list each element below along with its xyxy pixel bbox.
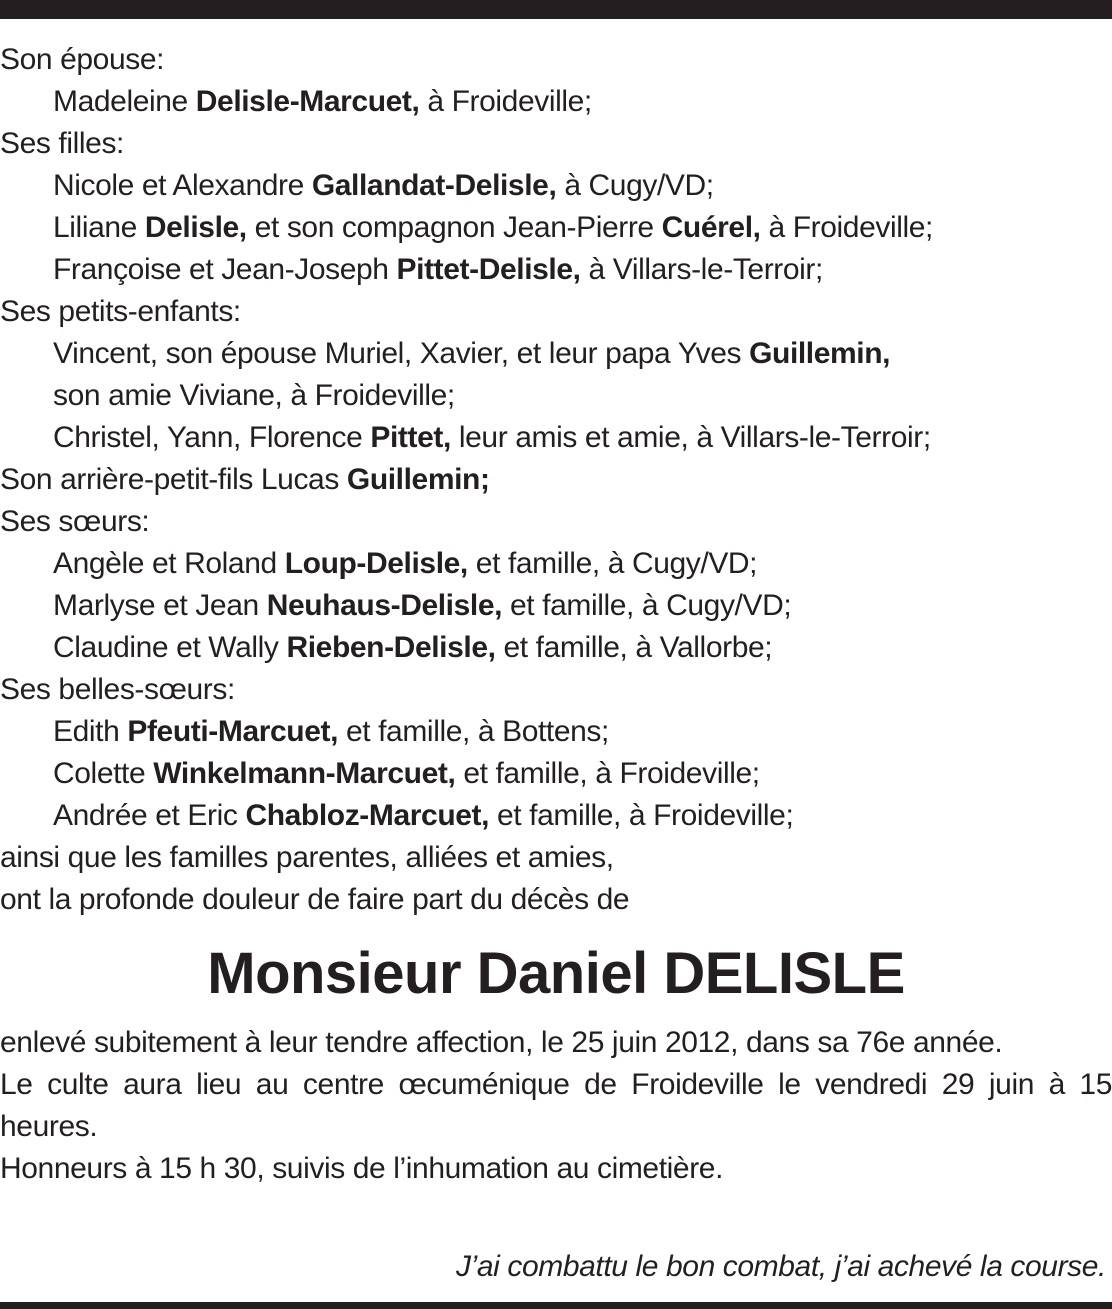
line-text: Edith bbox=[53, 715, 128, 748]
line-text: Nicole et Alexandre bbox=[53, 169, 312, 202]
family-member-line bbox=[0, 795, 1112, 837]
family-surname: Guillemin, bbox=[749, 337, 891, 370]
line-text: Marlyse et Jean bbox=[53, 589, 267, 622]
line-text: à Villars-le-Terroir; bbox=[580, 253, 823, 286]
line-text: Son épouse: bbox=[0, 43, 165, 76]
relation-heading-line bbox=[0, 291, 1112, 333]
family-surname: Guillemin; bbox=[346, 463, 490, 496]
line-text: Claudine et Wally bbox=[53, 631, 287, 664]
death-notice-text: enlevé subitement à leur tendre affection, le 25 juin 2012, dans sa 76e année. bbox=[0, 1026, 1003, 1059]
line-text: Ses belles-sœurs: bbox=[0, 673, 235, 706]
family-surname: Cuérel, bbox=[661, 211, 761, 244]
family-surname: Winkelmann-Marcuet, bbox=[153, 757, 456, 790]
line-text: et famille, à Cugy/VD; bbox=[502, 589, 792, 622]
family-surname: Gallandat-Delisle, bbox=[311, 169, 557, 202]
family-surname: Neuhaus-Delisle, bbox=[266, 589, 503, 622]
line-text: Vincent, son épouse Muriel, Xavier, et leur papa Yves bbox=[53, 337, 750, 370]
family-surname: Pittet-Delisle, bbox=[396, 253, 581, 286]
line-text: ainsi que les familles parentes, alliées et amies, bbox=[0, 841, 614, 874]
family-surname: Rieben-Delisle, bbox=[286, 631, 496, 664]
line-text: son amie Viviane, à Froideville; bbox=[53, 379, 455, 412]
line-text: Françoise et Jean-Joseph bbox=[53, 253, 397, 286]
family-member-line bbox=[0, 375, 1112, 417]
relation-heading-line bbox=[0, 669, 1112, 711]
family-member-line bbox=[0, 543, 1112, 585]
relation-heading-line bbox=[0, 459, 1112, 501]
family-surname: Delisle-Marcuet, bbox=[195, 85, 420, 118]
line-text: à Froideville; bbox=[760, 211, 933, 244]
family-surname: Delisle, bbox=[144, 211, 247, 244]
service-notice-text: Le culte aura lieu au centre œcuménique de Froideville le vendredi 29 juin à 15 heures. bbox=[0, 1068, 1112, 1143]
line-text: leur amis et amie, à Villars-le-Terroir; bbox=[450, 421, 931, 454]
line-text: Andrée et Eric bbox=[53, 799, 246, 832]
line-text: et famille, à Cugy/VD; bbox=[467, 547, 758, 580]
relation-heading-line bbox=[0, 501, 1112, 543]
line-text: ont la profonde douleur de faire part du décès de bbox=[0, 883, 630, 916]
family-member-line bbox=[0, 417, 1112, 459]
family-member-line bbox=[0, 585, 1112, 627]
line-text: Colette bbox=[53, 757, 154, 790]
family-surname: Chabloz-Marcuet, bbox=[245, 799, 490, 832]
closing-quote: J’ai combattu le bon combat, j’ai achevé la course. bbox=[456, 1250, 1106, 1283]
relation-heading-line bbox=[0, 837, 1112, 879]
family-surname: Pittet, bbox=[370, 421, 451, 454]
family-member-line bbox=[0, 81, 1112, 123]
line-text: Ses filles: bbox=[0, 127, 124, 160]
line-text: Ses petits-enfants: bbox=[0, 295, 241, 328]
line-text: à Cugy/VD; bbox=[556, 169, 714, 202]
line-text: et famille, à Froideville; bbox=[455, 757, 760, 790]
relation-heading-line bbox=[0, 39, 1112, 81]
line-text: et son compagnon Jean-Pierre bbox=[246, 211, 662, 244]
honours-notice-text: Honneurs à 15 h 30, suivis de l’inhumation au cimetière. bbox=[0, 1152, 724, 1185]
relation-heading-line bbox=[0, 123, 1112, 165]
deceased-name: Monsieur Daniel DELISLE bbox=[207, 941, 905, 1006]
line-text: à Froideville; bbox=[419, 85, 592, 118]
relation-heading-line bbox=[0, 879, 1112, 921]
family-member-line bbox=[0, 711, 1112, 753]
line-text: Christel, Yann, Florence bbox=[53, 421, 371, 454]
family-member-line bbox=[0, 165, 1112, 207]
family-member-line bbox=[0, 249, 1112, 291]
family-member-line bbox=[0, 207, 1112, 249]
family-surname: Loup-Delisle, bbox=[284, 547, 468, 580]
line-text: et famille, à Vallorbe; bbox=[495, 631, 773, 664]
line-text: et famille, à Froideville; bbox=[489, 799, 794, 832]
line-text: Son arrière-petit-fils Lucas bbox=[0, 463, 347, 496]
bottom-rule bbox=[0, 1302, 1112, 1309]
line-text: Angèle et Roland bbox=[53, 547, 285, 580]
family-member-line bbox=[0, 753, 1112, 795]
family-member-line bbox=[0, 627, 1112, 669]
announcement-details bbox=[0, 1022, 1112, 1190]
line-text: Liliane bbox=[53, 211, 145, 244]
line-text: Ses sœurs: bbox=[0, 505, 150, 538]
family-surname: Pfeuti-Marcuet, bbox=[127, 715, 339, 748]
family-list bbox=[0, 39, 1112, 921]
line-text: Madeleine bbox=[53, 85, 196, 118]
line-text: et famille, à Bottens; bbox=[338, 715, 609, 748]
family-member-line bbox=[0, 333, 1112, 375]
top-rule bbox=[0, 0, 1112, 19]
